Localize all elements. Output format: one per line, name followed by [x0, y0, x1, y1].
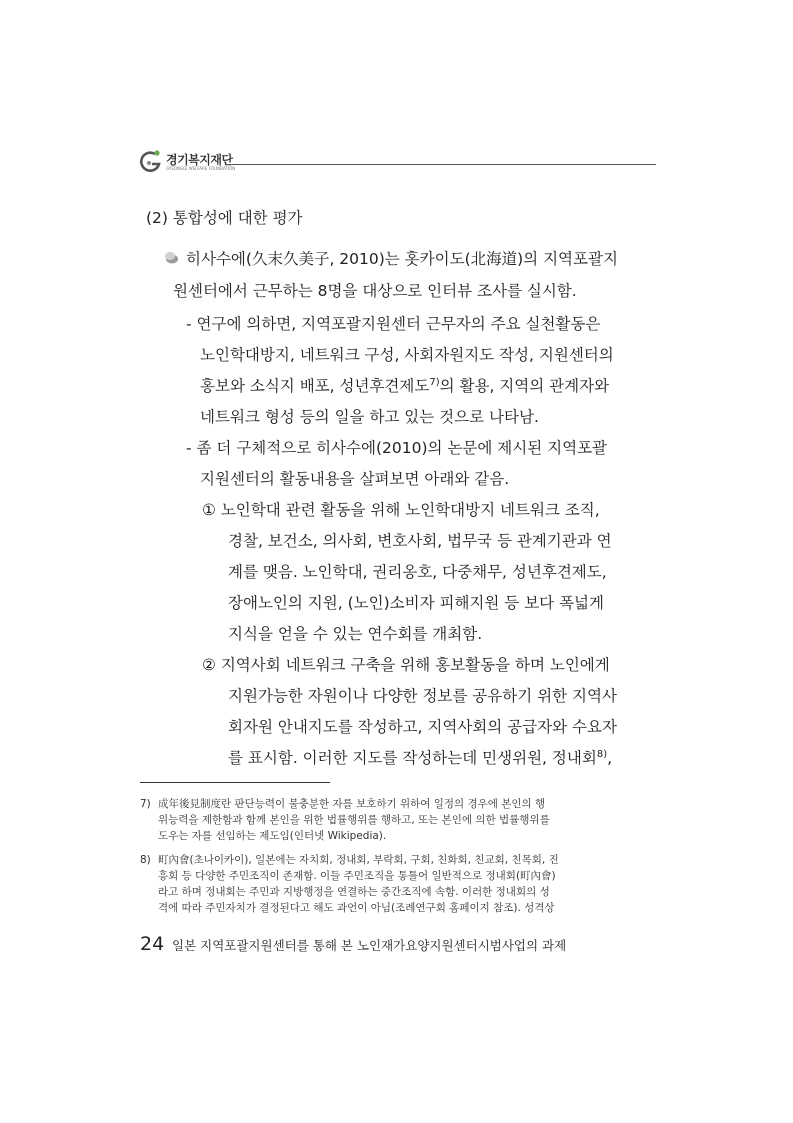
dash1-line-3b: 의 활용, 지역의 관계자와 — [439, 377, 610, 395]
org-subtitle: GYEONGGI WELFARE FOUNDATION — [166, 166, 236, 171]
footnote-7-line-2: 위능력을 제한함과 함께 본인을 위한 법률행위를 행하고, 또는 본인에 의한 법률행위를 — [158, 814, 550, 826]
footnote-8-line-4: 격에 따라 주민자치가 결정된다고 해도 과언이 아님(조례연구회 홈페이지 참조). 성격상 — [158, 902, 555, 914]
item1-line-4: 장애노인의 지원, (노인)소비자 피해지원 등 보다 폭넓게 — [228, 594, 604, 612]
dash1-line-3a: 홍보와 소식지 배포, 성년후견제도 — [200, 377, 430, 395]
footnote-ref-7[interactable]: 7) — [429, 376, 440, 388]
item1-line-5: 지식을 얻을 수 있는 연수회를 개최함. — [228, 625, 483, 643]
item1-line-3: 계를 맺음. 노인학대, 권리옹호, 다중채무, 성년후견제도, — [228, 563, 607, 581]
running-footer-title: 일본 지역포괄지원센터를 통해 본 노인재가요양지원센터시범사업의 과제 — [172, 938, 567, 953]
item2-line-4b: , — [607, 749, 613, 767]
page-header — [138, 148, 656, 176]
header-rule — [232, 164, 656, 165]
footnote-7-number: 7) — [140, 798, 151, 810]
bullet-line-2: 원센터에서 근무하는 8명을 대상으로 인터뷰 조사를 실시함. — [173, 282, 577, 300]
dash1-line-3 — [200, 376, 609, 396]
item2-line-3: 회자원 안내지도를 작성하고, 지역사회의 공급자와 수요자 — [228, 718, 617, 736]
footnote-ref-8[interactable]: 8) — [596, 748, 608, 760]
item2-line-2: 지원가능한 자원이나 다양한 정보를 공유하기 위한 지역사 — [228, 687, 617, 705]
dash2-line-1: - 좀 더 구체적으로 히사수에(2010)의 논문에 제시된 지역포괄 — [186, 439, 608, 457]
footnote-rule — [140, 782, 330, 783]
footnote-7-line-3: 도우는 자를 선임하는 제도임(인터넷 Wikipedia). — [158, 830, 387, 842]
item1-line-2: 경찰, 보건소, 의사회, 변호사회, 법무국 등 관계기관과 연 — [228, 532, 612, 550]
foundation-logo-icon — [138, 148, 164, 174]
dash2-line-2: 지원센터의 활동내용을 살펴보면 아래와 같음. — [200, 470, 510, 488]
org-name: 경기복지재단 — [166, 153, 233, 167]
section-title: (2) 통합성에 대한 평가 — [146, 209, 303, 227]
footnote-8-number: 8) — [140, 854, 151, 866]
footnote-8-line-1: 町內會(초나이카이), 일본에는 자치회, 정내회, 부락회, 구회, 친화회, 친교회, 친목회, 진 — [158, 854, 559, 866]
footnote-8-line-2: 흥회 등 다양한 주민조직이 존재함. 이들 주민조직을 통틀어 일반적으로 정내회(町內會) — [158, 870, 556, 882]
dash1-line-2: 노인학대방지, 네트워크 구성, 사회자원지도 작성, 지원센터의 — [200, 346, 614, 364]
bullet-line-1: 히사수에(久末久美子, 2010)는 홋카이도(北海道)의 지역포괄지 — [186, 250, 618, 268]
item2-line-4a: 를 표시함. 이러한 지도를 작성하는데 민생위원, 정내회 — [228, 749, 597, 767]
item2-line-4 — [228, 748, 612, 768]
page-number: 24 — [140, 933, 165, 955]
dash1-line-1: - 연구에 의하면, 지역포괄지원센터 근무자의 주요 실천활동은 — [186, 315, 601, 333]
item2-line-1: ② 지역사회 네트워크 구축을 위해 홍보활동을 하며 노인에게 — [202, 656, 610, 674]
item1-line-1: ① 노인학대 관련 활동을 위해 노인학대방지 네트워크 조직, — [202, 501, 600, 519]
footnote-7-line-1: 成年後見制度란 판단능력이 불충분한 자를 보호하기 위하여 일정의 경우에 본인의 행 — [158, 798, 546, 810]
footnote-8-line-3: 라고 하며 정내회는 주민과 지방행정을 연결하는 중간조직에 속함. 이러한 정내회의 성 — [158, 886, 550, 898]
dash1-line-4: 네트워크 형성 등의 일을 하고 있는 것으로 나타남. — [200, 408, 539, 426]
bullet-icon — [163, 249, 179, 265]
